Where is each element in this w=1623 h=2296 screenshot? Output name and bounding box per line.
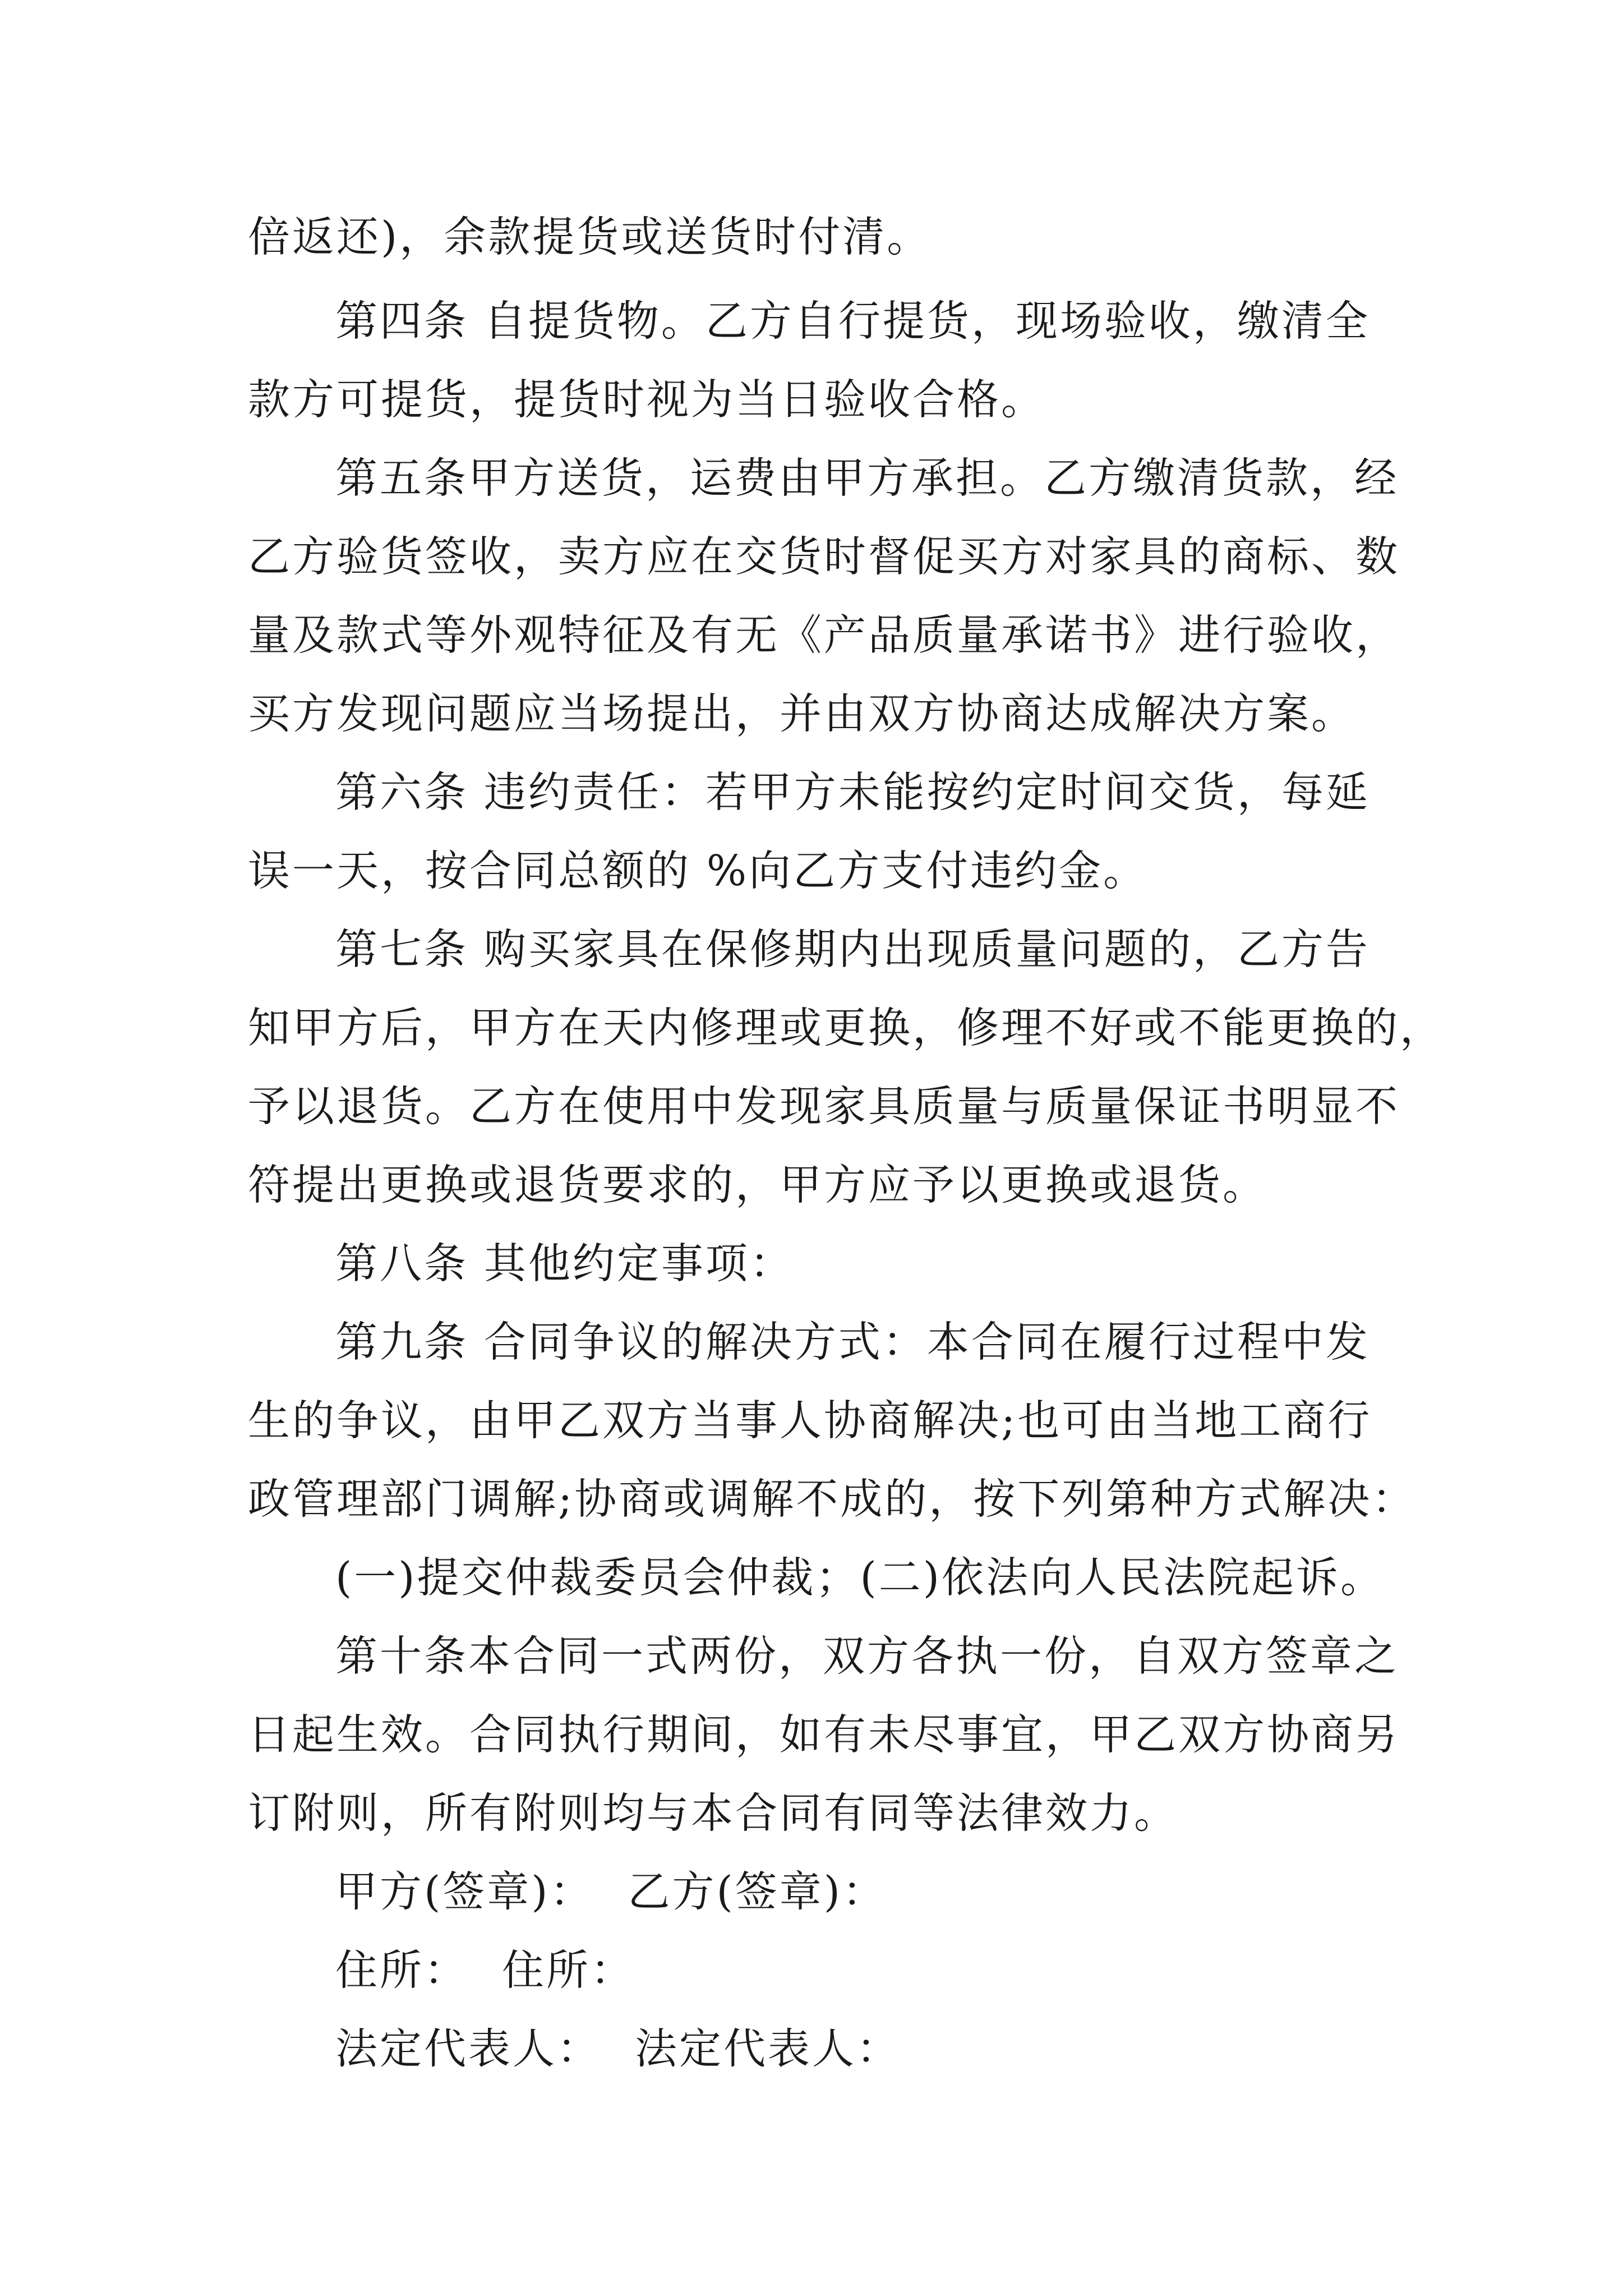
article-8-line: 第八条 其他约定事项： — [335, 1239, 794, 1288]
paragraph-line: 量及款式等外观特征及有无《产品质量承诺书》进行验收， — [248, 610, 1400, 660]
paragraph-line: 生的争议，由甲乙双方当事人协商解决;也可由当地工商行 — [248, 1396, 1372, 1445]
signature-representative-row — [335, 2021, 1474, 2077]
paragraph-line: 政管理部门调解;协商或调解不成的，按下列第种方式解决： — [248, 1474, 1417, 1524]
paragraph-line: 日起生效。合同执行期间，如有未尽事宜，甲乙双方协商另 — [248, 1710, 1400, 1759]
signature-seal-row — [335, 1864, 1474, 1920]
party-a-address-label: 住所： — [335, 1945, 469, 1995]
article-10-line: 第十条本合同一式两份，双方各执一份，自双方签章之 — [335, 1631, 1399, 1681]
paragraph-line: 乙方验货签收，卖方应在交货时督促买方对家具的商标、数 — [248, 532, 1400, 581]
paragraph-line: 买方发现问题应当场提出，并由双方协商达成解决方案。 — [248, 689, 1356, 738]
paragraph-line: 款方可提货，提货时视为当日验收合格。 — [248, 375, 1046, 424]
article-7-line: 第七条 购买家具在保修期内出现质量问题的，乙方告 — [335, 924, 1370, 974]
party-a-representative-label: 法定代表人： — [335, 2024, 602, 2073]
paragraph-line: 订附则，所有附则均与本合同有同等法律效力。 — [248, 1788, 1179, 1838]
paragraph-line: 符提出更换或退货要求的，甲方应予以更换或退货。 — [248, 1160, 1267, 1209]
paragraph-line: (一)提交仲裁委员会仲裁；(二)依法向人民法院起诉。 — [335, 1553, 1385, 1602]
signature-address-row — [335, 1942, 1474, 1998]
party-b-seal-label: 乙方(签章)： — [628, 1867, 887, 1916]
paragraph-line: 知甲方后，甲方在天内修理或更换，修理不好或不能更换的， — [248, 1003, 1445, 1052]
article-6-line: 第六条 违约责任：若甲方未能按约定时间交货，每延 — [335, 767, 1370, 817]
party-b-representative-label: 法定代表人： — [635, 2024, 901, 2073]
paragraph-line: 予以退货。乙方在使用中发现家具质量与质量保证书明显不 — [248, 1082, 1400, 1131]
article-4-line: 第四条 自提货物。乙方自行提货，现场验收，缴清全 — [335, 296, 1370, 346]
party-b-address-label: 住所： — [502, 1945, 635, 1995]
paragraph-line: 倍返还)，余款提货或送货时付清。 — [248, 212, 932, 261]
paragraph-line: 误一天，按合同总额的 %向乙方支付违约金。 — [248, 846, 1148, 895]
article-5-line: 第五条甲方送货，运费由甲方承担。乙方缴清货款，经 — [335, 453, 1399, 503]
article-9-line: 第九条 合同争议的解决方式：本合同在履行过程中发 — [335, 1317, 1370, 1366]
party-a-seal-label: 甲方(签章)： — [335, 1867, 594, 1916]
